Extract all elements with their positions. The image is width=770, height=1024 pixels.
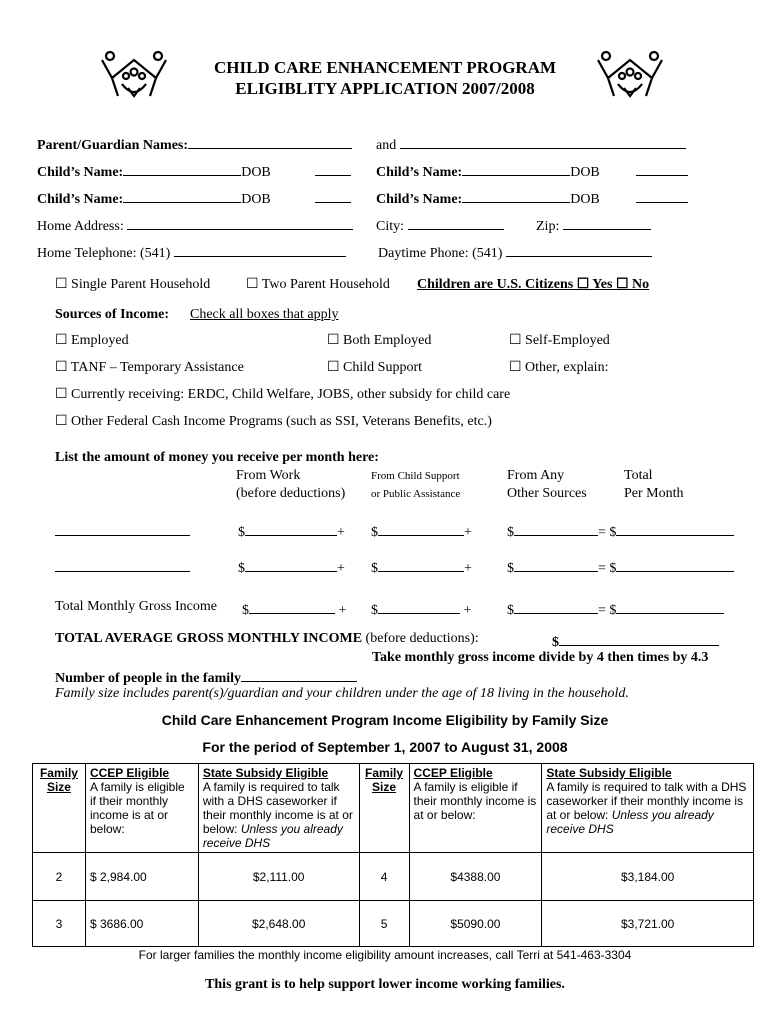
and-label: and <box>376 134 686 154</box>
child-dob-field[interactable] <box>315 188 351 203</box>
col-total-b: Per Month <box>624 486 684 501</box>
ccep-cell: $4388.00 <box>409 853 542 901</box>
col-other-a: From Any <box>507 468 565 483</box>
child-row-2-left: Child’s Name: DOB <box>37 188 351 208</box>
avg-income-value: $ <box>552 631 719 651</box>
single-parent-checkbox[interactable]: ☐ Single Parent Household <box>55 277 211 292</box>
parent-name-field-1[interactable] <box>188 134 352 149</box>
income-row-work: $ + <box>238 521 345 541</box>
child-dob-field[interactable] <box>315 161 351 176</box>
table-row <box>33 901 754 947</box>
family-size-header: Family Size <box>33 764 86 853</box>
people-count-field[interactable] <box>241 667 357 682</box>
state-cell: $2,648.00 <box>198 901 359 947</box>
family-size-cell: 5 <box>359 901 409 947</box>
total-other-field[interactable] <box>514 599 598 614</box>
take-monthly-note: Take monthly gross income divide by 4 then times by 4.3 <box>372 650 709 665</box>
zip-label: Zip: <box>536 215 651 235</box>
child-name-field[interactable] <box>123 188 241 203</box>
col-other-b: Other Sources <box>507 486 587 501</box>
family-size-note: Family size includes parent(s)/guardian and your children under the age of 18 living in the household. <box>55 686 629 701</box>
child-row-1-left: Child’s Name: DOB <box>37 161 351 181</box>
support-amount-field[interactable] <box>378 557 464 572</box>
federal-checkbox[interactable]: ☐ Other Federal Cash Income Programs (such as SSI, Veterans Benefits, etc.) <box>55 414 492 429</box>
state-header: State Subsidy Eligible A family is required to talk with a DHS caseworker if their monthly income is at or below: Unless you already receive DHS <box>198 764 359 853</box>
earner-name-field[interactable] <box>55 557 190 572</box>
ccep-cell: $5090.00 <box>409 901 542 947</box>
home-phone-label: Home Telephone: (541) <box>37 242 346 262</box>
state-header-2: State Subsidy Eligible A family is required to talk with a DHS caseworker if their monthly income is at or below: Unless you already receive DHS <box>542 764 754 853</box>
citizens-checkbox[interactable]: Children are U.S. Citizens ☐ Yes ☐ No <box>417 277 650 292</box>
home-address-label: Home Address: <box>37 215 353 235</box>
parent-label: Parent/Guardian Names: <box>37 134 352 154</box>
support-amount-field[interactable] <box>378 521 464 536</box>
money-heading: List the amount of money you receive per month here: <box>55 450 379 465</box>
total-amount-field[interactable] <box>616 557 734 572</box>
parent-name-field-2[interactable] <box>400 134 686 149</box>
city-label: City: <box>376 215 504 235</box>
family-size-cell: 4 <box>359 853 409 901</box>
income-row-other: $ = $ <box>507 521 734 541</box>
eligibility-title: Child Care Enhancement Program Income Eligibility by Family Size <box>161 712 609 728</box>
income-row-other: $ = $ <box>507 557 734 577</box>
sources-label: Sources of Income: <box>55 307 170 322</box>
avg-income-label: TOTAL AVERAGE GROSS MONTHLY INCOME (before deductions): <box>55 631 479 646</box>
avg-income-field[interactable] <box>559 631 719 646</box>
closing-statement: This grant is to help support lower income working families. <box>205 977 565 992</box>
child-row-2-right: Child’s Name: DOB <box>376 188 688 208</box>
child-name-field[interactable] <box>123 161 241 176</box>
col-support-b: or Public Assistance <box>371 488 461 500</box>
state-cell: $3,184.00 <box>542 853 754 901</box>
people-label: Number of people in the family <box>55 667 357 687</box>
income-row <box>55 557 190 577</box>
ccep-header-2: CCEP Eligible A family is eligible if their monthly income is at or below: <box>409 764 542 853</box>
larger-families-note: For larger families the monthly income eligibility amount increases, call Terri at 541-463-3304 <box>138 948 632 962</box>
col-total-a: Total <box>624 468 653 483</box>
total-row-other: $ = $ <box>507 599 724 619</box>
other-amount-field[interactable] <box>514 557 598 572</box>
table-header-row <box>33 764 754 853</box>
eligibility-period: For the period of September 1, 2007 to August 31, 2008 <box>202 739 568 755</box>
total-work-field[interactable] <box>249 599 335 614</box>
child-name-field[interactable] <box>462 161 570 176</box>
total-support-field[interactable] <box>378 599 460 614</box>
earner-name-field[interactable] <box>55 521 190 536</box>
grand-total-field[interactable] <box>616 599 724 614</box>
col-work-b: (before deductions) <box>236 486 346 501</box>
child-dob-field[interactable] <box>636 161 688 176</box>
home-address-field[interactable] <box>127 215 353 230</box>
total-gross-label: Total Monthly Gross Income <box>55 599 217 614</box>
col-work-a: From Work <box>236 468 301 483</box>
tanf-checkbox[interactable]: ☐ TANF – Temporary Assistance <box>55 360 244 375</box>
city-field[interactable] <box>408 215 504 230</box>
day-phone-field[interactable] <box>506 242 652 257</box>
total-row-work: $ + <box>242 599 346 619</box>
child-row-1-right: Child’s Name: DOB <box>376 161 688 181</box>
employed-checkbox[interactable]: ☐ Employed <box>55 333 129 348</box>
ccep-cell: $ 3686.00 <box>85 901 198 947</box>
child-dob-field[interactable] <box>636 188 688 203</box>
other-explain-checkbox[interactable]: ☐ Other, explain: <box>509 360 609 375</box>
other-amount-field[interactable] <box>514 521 598 536</box>
eligibility-table <box>32 763 754 947</box>
receiving-checkbox[interactable]: ☐ Currently receiving: ERDC, Child Welfare, JOBS, other subsidy for child care <box>55 387 511 402</box>
title-line-2: ELIGIBLITY APPLICATION 2007/2008 <box>235 79 535 98</box>
work-amount-field[interactable] <box>245 521 337 536</box>
two-parent-checkbox[interactable]: ☐ Two Parent Household <box>246 277 390 292</box>
family-size-header-2: Family Size <box>359 764 409 853</box>
sources-instruction: Check all boxes that apply <box>190 307 339 322</box>
table-row <box>33 853 754 901</box>
title-line-1: CHILD CARE ENHANCEMENT PROGRAM <box>213 58 557 77</box>
self-employed-checkbox[interactable]: ☐ Self-Employed <box>509 333 610 348</box>
state-cell: $2,111.00 <box>198 853 359 901</box>
family-size-cell: 3 <box>33 901 86 947</box>
home-phone-field[interactable] <box>174 242 346 257</box>
income-row-work: $ + <box>238 557 345 577</box>
day-phone-label: Daytime Phone: (541) <box>378 242 652 262</box>
family-size-cell: 2 <box>33 853 86 901</box>
total-amount-field[interactable] <box>616 521 734 536</box>
income-row <box>55 521 190 541</box>
income-row-support: $ + <box>371 557 472 577</box>
col-support-a: From Child Support <box>371 470 460 482</box>
ccep-header: CCEP Eligible A family is eligible if their monthly income is at or below: <box>85 764 198 853</box>
work-amount-field[interactable] <box>245 557 337 572</box>
zip-field[interactable] <box>563 215 651 230</box>
ccep-cell: $ 2,984.00 <box>85 853 198 901</box>
state-cell: $3,721.00 <box>542 901 754 947</box>
total-row-support: $ + <box>371 599 471 619</box>
income-row-support: $ + <box>371 521 472 541</box>
child-name-field[interactable] <box>462 188 570 203</box>
both-employed-checkbox[interactable]: ☐ Both Employed <box>327 333 432 348</box>
child-support-checkbox[interactable]: ☐ Child Support <box>327 360 423 375</box>
